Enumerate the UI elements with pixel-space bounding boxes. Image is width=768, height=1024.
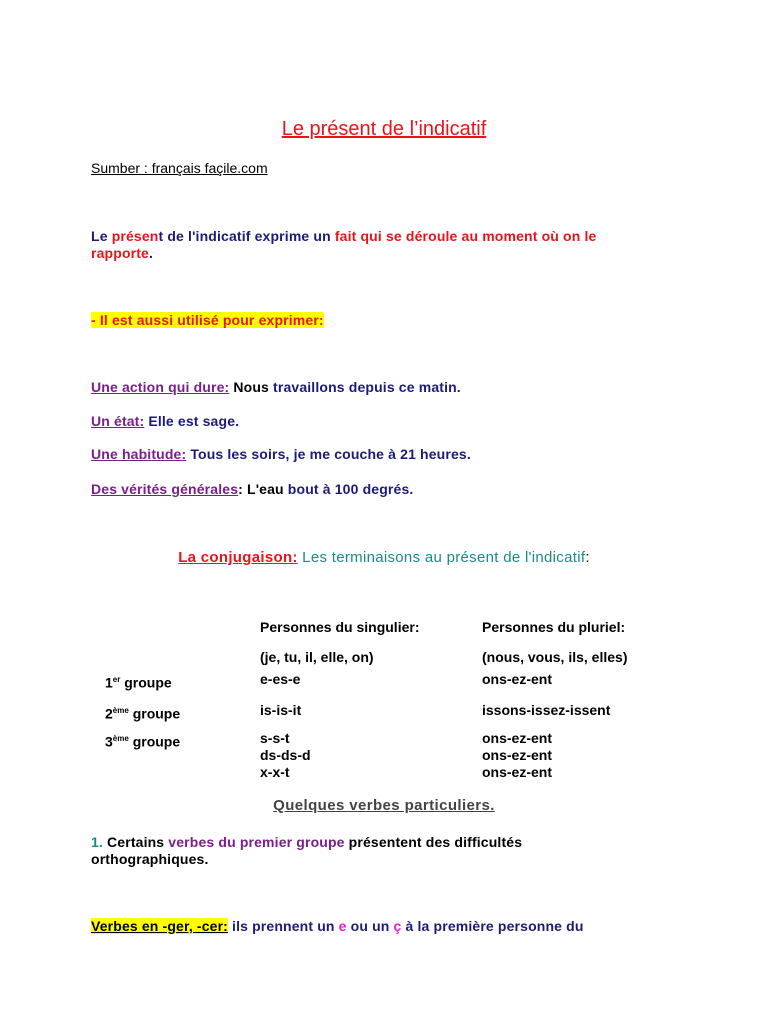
verbes-letter: ç [393,918,402,934]
group-word: groupe [128,733,181,750]
verbes-text: à la première personne du [401,918,584,934]
conjugaison-heading [0,549,768,566]
ending: ons-ez-ent [482,747,552,763]
usage-item [91,379,461,396]
group-number: 2 [105,705,113,722]
table-subheader-plural: (nous, vous, ils, elles) [482,649,628,665]
point-text: Certains [102,834,169,850]
table-subheader-singular: (je, tu, il, elle, on) [260,649,374,665]
page-title: Le présent de l’indicatif [281,118,487,140]
usage-item [91,446,471,463]
table-cell-plural: ons-ez-ent [482,671,552,687]
verbes-text: ou un [346,918,394,934]
table-header-plural: Personnes du pluriel: [482,619,626,635]
verbes-text: ils prennent un [228,918,339,934]
point-1-paragraph [91,834,611,868]
ending: ons-ez-ent [482,764,552,780]
ending: s-s-t [260,730,290,746]
conjugaison-text: Les terminaisons au présent de l'indicatif [297,549,586,566]
point-number: 1. [91,834,103,850]
usage-example: Elle est sage. [148,413,240,429]
usage-example: travaillons depuis ce matin. [273,379,461,395]
usage-example: Tous les soirs, je me couche à 21 heures. [190,446,471,462]
table-cell-singular: e-es-e [260,671,301,687]
table-row-label [105,702,180,723]
usage-label: Une action qui dure: [91,379,230,395]
intro-paragraph [91,228,651,262]
ending: ds-ds-d [260,747,311,763]
usage-label: Des vérités générales [91,481,239,497]
intro-highlight-text: fait qui se déroule au moment où on le rapporte [91,228,597,261]
ending: ons-ez-ent [482,730,552,746]
verbes-letter: e [338,918,347,934]
conjugaison-label: La conjugaison: [178,549,298,566]
usage-item [91,413,239,430]
point-text: présentent des difficultés orthographiques. [91,834,523,867]
intro-text: Le [91,228,112,244]
intro-text: présen [111,228,159,244]
intro-text: t de l'indicatif exprime un [158,228,335,244]
intro-text: . [149,245,154,261]
usage-heading [91,312,324,329]
table-cell-singular [260,730,311,781]
group-word: groupe [120,674,172,691]
usage-item [91,481,413,498]
source-link[interactable]: Sumber : français façile.com [91,160,268,176]
table-row-label [105,730,180,751]
ending: x-x-t [260,764,290,780]
group-number: 3 [105,733,113,750]
verbes-label: Verbes en -ger, -cer: [91,918,228,934]
usage-text: : L'eau [238,481,288,497]
usage-example: bout à 100 degrés. [287,481,414,497]
usage-label: Un état: [91,413,145,429]
group-ordinal: ème [112,734,129,743]
particuliers-heading: Quelques verbes particuliers. [273,797,495,814]
table-cell-plural: issons-issez-issent [482,702,611,718]
group-number: 1 [105,674,113,691]
usage-label: Une habitude: [91,446,187,462]
verbes-paragraph [91,918,584,935]
usage-heading-text: - Il est aussi utilisé pour exprimer: [91,312,324,328]
table-cell-plural [482,730,552,781]
group-ordinal: er [112,675,121,684]
point-highlight: verbes du premier groupe [168,834,345,850]
table-row-label [105,671,172,692]
conjugaison-colon: : [585,549,590,566]
usage-text: Nous [229,379,274,395]
group-ordinal: ème [112,706,129,715]
table-header-singular: Personnes du singulier: [260,619,420,635]
table-cell-singular: is-is-it [260,702,302,718]
group-word: groupe [128,705,181,722]
